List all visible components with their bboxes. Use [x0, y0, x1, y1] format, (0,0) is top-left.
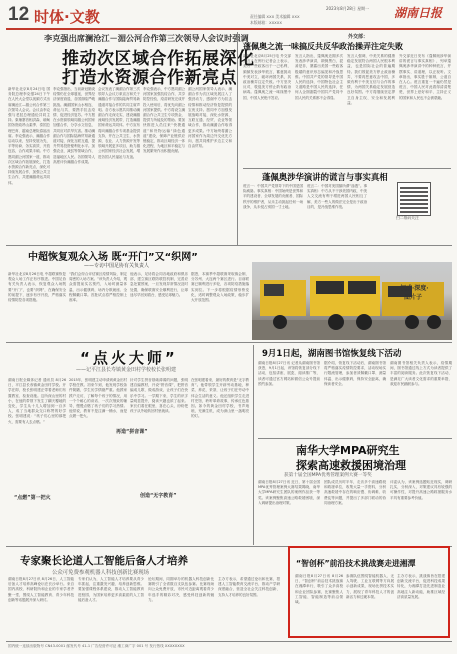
expert-subhead: 公众可免费参观机器人科技创新比赛现场	[52, 570, 150, 576]
footer-rule	[6, 641, 452, 642]
dianhuo-subhead: ——记平江县长寿镇黄金田村学校校长张明建	[76, 367, 177, 373]
library-headline: 9月1日起，湖南图书馆恢复线下活动	[262, 349, 402, 359]
highlight-headline: “智创杯”前沿技术挑战赛走进湘潭	[296, 559, 416, 568]
brand-logo: 湖南日报	[394, 6, 443, 20]
lead-body-col-1: 新华社北京8月24日电 国务院总理李克强24日下午在人民大会堂以视频方式出席澜沧江—湄公河合作第三次领导人会议。会议由李克强与老挝总理通伦共同主持。柬埔寨首相洪森、缅甸国务资政昂山素季、泰国总理巴育、越南总理阮春福出席。李克强表示，澜湄合作启动以来，坚持发展为先、平等协商、务实高效、开放包容，合作成果丰硕。中方愿同湄公河国家一道，推动次区域合作拓展深化，打造水资源合作新亮点，深化可持续发展合作，加强公共卫生合作，共建澜湄命运共同体。	[8, 87, 50, 185]
mpa-headline-1: 南华大学MPA研究生	[296, 444, 400, 457]
mpa-headline-2: 探索高速救援困境治理	[296, 459, 406, 472]
mid-body-4: 据悉，本赛季中超联赛采取赛会制，分苏州、大连两个赛区进行。目前联赛已顺利进行多轮，各项防疫措施落实到位。下一步将根据疫情形势变化，适时调整观众入场政策，稳步扩大开放范围。	[191, 272, 249, 303]
library-body-1: 湖南日报8月27日讯 记者从湖南图书馆获悉，9月1日起，该馆将恢复部分线下活动，包括讲座、展览、阅读推广等，读者可通过官方网站和微信公众号提前预约参加。	[258, 361, 320, 386]
highlight-body-3: 主办方表示，挑战赛旨在搭建创新交流平台，促进科技成果转化，为湘潭打造先进制造业高地注入新动能，助推区域经济高质量发展。	[397, 574, 445, 599]
right-body-a: 新华社北京8月25日电 外交部发言人在例行记者会上表示，美方一些政客出于一己私利，频频发表涉华谎言，蓄意挑动中美对立，破坏两国关系，其政治操弄注定失败。中方坚决反对，敦促美方停止散布政治病毒。蓬佩奥之流一味抹黑中国，中国人民绝不答应。	[243, 54, 291, 100]
section-title: 时体·文教	[34, 8, 100, 26]
qr-code	[398, 183, 430, 215]
box3-label: 创造“无字教育”	[140, 493, 177, 499]
qr-caption: 扫二维码关注	[396, 215, 419, 220]
page-number: 12	[8, 4, 30, 25]
box1-label: “点燃”第一把火	[14, 495, 51, 501]
dianhuo-body-3: 针对学生拼音基础薄弱的问题，张明建自编教材，开设“拼音课”，把拼音编成儿歌、做成游戏，让孩子们在快乐中学习。一学期下来，学生的识字量明显提升，阅读兴趣也浓了起来。家长们看在眼里，喜在心头，纷纷把孩子从外地转回村里就读。	[130, 378, 188, 414]
right-body-d: 外交部近日发布《蓬佩奥涉华演讲的谎言与事实真相》，列举蓬佩奥涉华演讲中的种种谎言，并摆事实、讲道理，以正视听。文章指出，事实胜于雄辩，公道自在人心。谎言重复一千遍仍然是谎言，中国人民对此看得清清楚楚，世界上爱好和平、主持正义的国家和人民也不会被蒙蔽。	[399, 54, 451, 100]
mid-body-3: 他表示，足协将会同各地政府和俱乐部，建立赛区联防联控机制，完善应急处置预案，一旦发现异常情况及时处置，确保联赛安全顺利进行，让球迷尽早回到看台，感受足球魅力。	[130, 272, 188, 297]
dianhuo-body-2: 2015年，张明建主动申请到黄金田村学校任教。初来乍到，他发现学校条件简陋，学生厌学情绪严重。他挨家挨户走访，了解每个孩子的情况，用一个个耐心的谈话、一次次细致的辅导，慢慢点燃了孩子们的学习热情。他常说，教育不是注满一桶水，而是点燃一把火。	[69, 378, 127, 419]
library-body-2: 据介绍，恢复线下活动后，湖南图书馆将严格落实疫情防控要求，活动现场实行限流管理，参加者须佩戴口罩、测量体温、出示健康码，保持安全距离，确保读者安全。	[324, 361, 386, 386]
mpa-body-1: 湖南日报8月27日讯 近日，第十届全国MPA优秀管理案例大赛结果揭晓，南华大学MPA研究生团队的案例作品获一等奖。该案例聚焦高速公路救援困境，深入调研提出治理对策。	[258, 480, 320, 505]
dianhuo-body-1: 湖南日报全媒体记者 通讯员 8月26日，平江县长寿镇黄金田村学校。开学在即，校长张明建正带着老师们布置教室、检查设施。这所深山里的村小，在他的带领下发生了翻天覆地的变化，学生从十几人增加到一百多人，成了当地群众交口称赞的好学校。张明建说：“孩子们心里的那把火，需要有人去点燃。”	[8, 378, 66, 424]
right-body-e: 谎言一：中国共产党领导下的中国是国际威胁。事实真相：中国始终是世界和平的建设者、全球发展的贡献者、国际秩序的维护者，从未主动挑起任何一场战争，从未侵占别国一寸土地。	[243, 184, 303, 209]
right-body-f: 谎言二：中国对美国搞所谓“渗透”。事实真相：中方从不干涉美国内政，中美人文交流有利于增进两国人民相互了解，美方一些人的做法完全是出于政治目的，是冷战思维作祟。	[307, 184, 367, 209]
expert-body-1: 湖南日报8月27日讯 8月26日，人工智能后备人才培养高峰论坛在长沙举行。来自国内高校、科研院所和企业的专家学者齐聚一堂，围绕人工智能教育、青少年科技创新等话题展开深入研讨。	[8, 577, 74, 602]
right-rule	[243, 168, 451, 169]
section-rule-2	[6, 342, 452, 343]
highlight-body-2: 参赛队伍围绕智能机器人、无人驾驶、工业互联网等方向展示创新成果，现场比拼技术实力，展现了青年科技人才的创新活力和过硬本领。	[346, 574, 394, 599]
trucks-photo	[252, 262, 452, 340]
right-headline-2: 蓬佩奥涉华演讲的谎言与事实真相	[262, 172, 388, 182]
right-body-c: 发言人强调，中美关系的健康稳定发展符合两国人民根本利益，也是国际社会的普遍期待。我们敦促美方停止政治操弄，不要再恶意攻击中国，多做有利于中美互信与合作的事情，为两国关系稳定发展营造良好氛围。中方将继续坚定捍卫自身主权、安全和发展利益。	[347, 54, 395, 105]
mid-body-1: 新华社北京8月26日电 中超联赛恢复观众入场工作正有序推进。中国足协有关负责人表示，恢复观众入场既要“开门”，也要“织网”，在确保安全的前提下，逐步有序开放，严格落实疫情防控各项措施。	[8, 272, 66, 303]
lead-body-col-4: 李克强表示，中方愿同湄公河国家加强抗疫合作，共享防控经验，疫苗研发完成并投入使用后，将优先向湄公河国家提供。中方将设立澜湄合作公共卫生专项资金，提供力所能及的帮助。要加快推进人员往来“快捷通道”和货物运输“绿色通道”建设，保障产业链供应链稳定，推动区域经济一体化进程，为地区和平稳定与发展繁荣作出积极贡献。	[143, 87, 185, 154]
date-line: 2023年8月28日 星期一	[326, 6, 370, 11]
promo-label-2: 图片子	[404, 294, 423, 301]
mid-headline: 中超恢复观众入场 既“开门”又“织网”	[28, 252, 198, 263]
col-divider	[237, 32, 238, 245]
col-divider-2	[253, 345, 254, 545]
promo-box	[396, 258, 452, 266]
expert-body-3: 论坛期间，同期举办的机器人科技创新比赛吸引了全省数百支队伍参赛。比赛现场向公众免费开放，市民可近距离观看青少年选手的精彩对决，感受科技创新的魅力。	[148, 577, 214, 602]
promo-label: 权威·深度·	[400, 285, 429, 292]
dianhuo-headline: “点火大师”	[80, 349, 178, 367]
highlight-box	[288, 546, 450, 638]
section-rule-1	[6, 245, 452, 246]
lead-headline-1: 推动次区域合作拓展深化	[62, 49, 255, 69]
right-headline: 蓬佩奥之流一味搞反共反华政治操弄注定失败	[243, 42, 403, 51]
dept-line: 责任编辑 XXX 美术编辑 XXX	[250, 14, 300, 19]
expert-body-2: 专家们认为，人工智能人才培养要从青少年抓起，注重激发兴趣、培养创新思维。要加强课程体系建设，推动人工智能教育进校园，为国家培养更多高素质的人工智能后备人才。	[78, 577, 144, 602]
lead-body-col-2: 李克强指出，当前新冠肺炎疫情仍在全球蔓延，世界经济深度衰退，各国面临严峻挑战。澜湄国家山水相连、命运与共，要携手抗击疫情、促进经济复苏。中方愿在水资源领域同湄公河国家加强合作，分享水文信息，共同应对洪旱灾害。推动澜湄合作与国际陆海贸易新通道对接，深化互联互通，提升贸易投资便利化水平。加强农业、减贫等领域合作，造福地区人民。各国领导人高度评价澜湄合作成果。	[53, 87, 95, 164]
masthead	[0, 0, 457, 30]
contacts: 本版邮箱：XXXXX	[250, 20, 282, 25]
mpa-body-2: 团队成员历时半年，走访多个高速路段和救援单位，收集大量一手资料，分析高速救援中存在的响应慢、协调难、收费乱等问题，并提出了多部门联动的协同治理方案。	[324, 480, 386, 505]
box2-label: 再造“拼音课”	[116, 429, 148, 435]
mpa-subhead: 获第十届全国MPA优秀管理案例大赛一等奖	[284, 473, 372, 478]
footer-text: 国内统一连续出版物号 CN43-0001 邮发代号 41-1 广告经营许可证 湘工商广字 001 号 发行热线 XXXXXXXX	[8, 644, 185, 648]
lead-kicker: 李克强出席澜沧江－湄公河合作第三次领导人会议时强调	[44, 33, 249, 43]
right-label: 外交部：	[348, 34, 369, 40]
expert-body-4: 主办方表示，希望通过论坛和比赛，搭建人工智能教育交流平台，推动产学研深度融合，营造全社会关注科技创新、支持人才培养的良好氛围。	[218, 577, 280, 597]
right-body-b: 发言人指出，蓬佩奥近期多次发表涉华演讲，颠倒黑白，混淆是非，暴露出美国一些政客极端的意识形态偏见和冷战思维。中国共产党的领导是中国人民的选择，中国特色社会主义道路是中国人民的选择，任何人企图割裂中国共产党同中国人民的关系都不会得逞。	[295, 54, 343, 100]
mid-body-2: “我们会综合评估赛区疫情风险，制定周密的入场方案。”该负责人介绍，观众需提前实名预约，入场时测量体温、出示健康码，场内分散就座、全程佩戴口罩。首批试点将严格控制上座率。	[69, 272, 127, 303]
dianhuo-body-4: 在张明建看来，最好的教育是“无字教育”。他带领学生开辟劳动基地，种菜、养花、采茶，让孩子们在劳动中体会生活的意义。他还组织学生走进村史馆，聆听革命故事，传承红色基因。如今的黄金田村学校，书声琅琅，充满生机，成为深山里一盏明亮的灯。	[191, 378, 249, 419]
mpa-body-3: 评委认为，该案例选题贴近现实，调研扎实，分析深入，对策建议具有较强的可操作性，对提升高速公路救援服务水平具有重要参考价值。	[390, 480, 452, 500]
mid-subhead: ——专访中国足协有关负责人	[84, 263, 150, 269]
lead-headline-2: 打造水资源合作新亮点	[62, 68, 237, 88]
masthead-rule	[6, 28, 452, 30]
highlight-body-1: 湖南日报8月27日讯 8月26日，“智创杯”前沿技术挑战赛在湘潭举行，吸引了众多高校和企业团队参赛，比赛聚焦人工智能、智能制造等前沿领域。	[295, 574, 343, 605]
expert-headline: 专家聚长论道人工智能后备人才培养	[20, 555, 188, 567]
lead-body-col-3: 会议发表了澜湄合作第三次领导人会议万象宣言和关于澜湄合作与国际陆海贸易新通道对接合作的共同主席声明。各方表示愿共同推动澜湄合作走深走实，建设澜湄流域经济发展带，打造澜湄国家命运共同体。中方宣布将向澜湄合作专项基金提供支持，并在公共卫生、水资源、农业、人力资源开发等领域开展更多项目，助力湄公河国家经济社会发展，增进各国人民福祉与友谊。	[98, 87, 140, 159]
library-body-3: 湖南图书馆相关负责人表示，疫情期间，图书馆通过线上方式为读者提供了丰富的阅读服务。此次恢复线下活动，是满足广大读者文化需求的重要举措，欢迎市民踊跃参与。	[390, 361, 452, 386]
library-rule	[258, 438, 452, 439]
trucks-illustration	[252, 262, 452, 340]
lead-body-col-5: 湄公河国家领导人表示，澜湄合作为次区域发展注入了强劲动力，感谢中方为抗击疫情和推动经济恢复提供的宝贵支持。愿同中方加强发展战略对接，深化水资源、互联互通、经贸、农业等领域合作，推动澜湄合作取得更多成果。中方始终将湄公河国家作为周边外交优先方向，愿共同维护多边主义和自由贸易。	[188, 87, 232, 149]
